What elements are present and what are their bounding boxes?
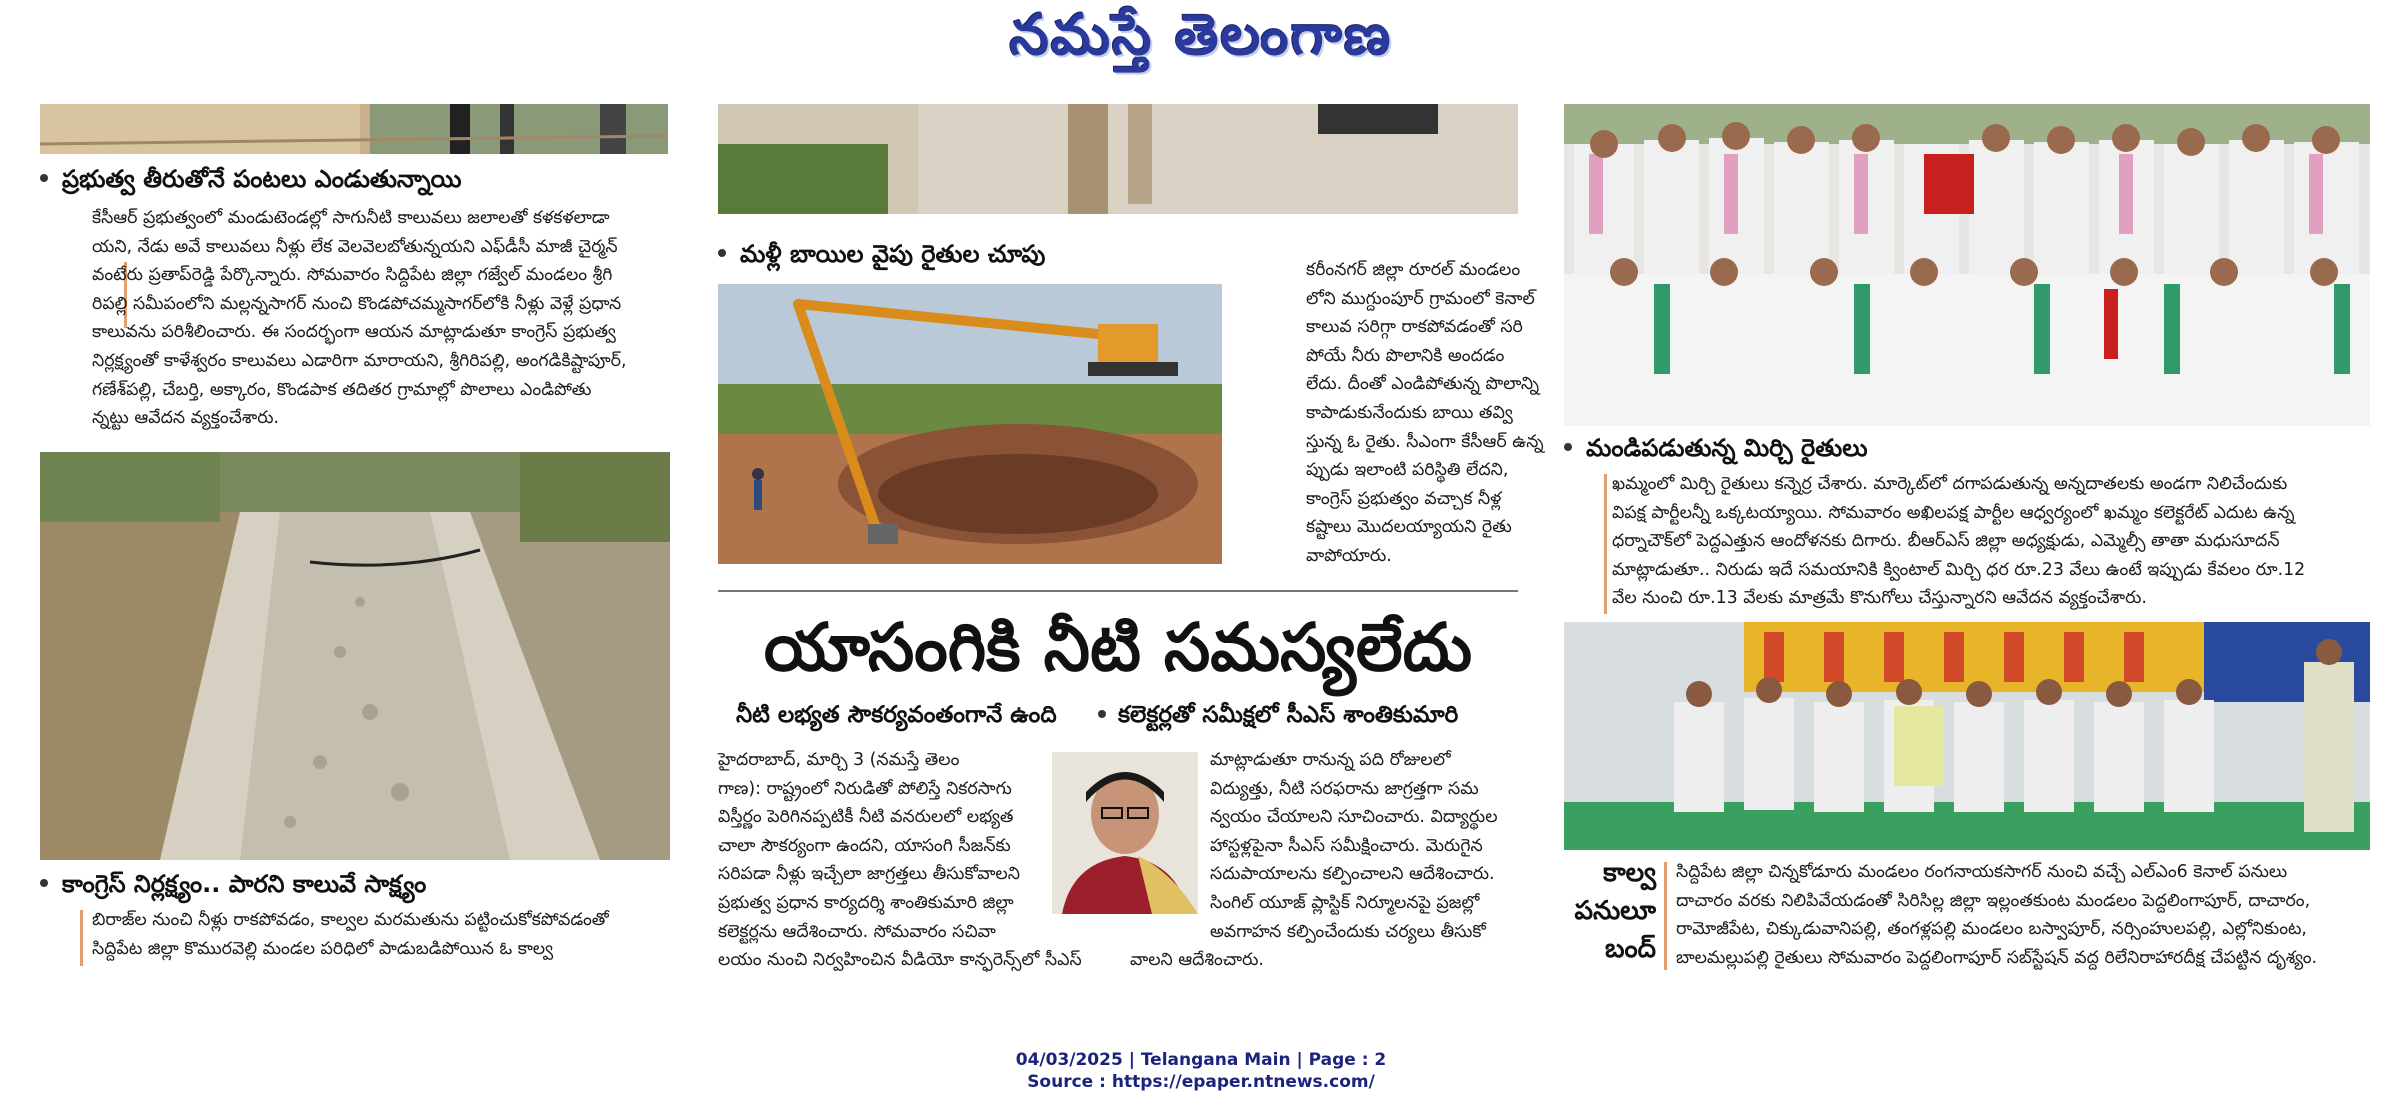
main-body-col1: హైదరాబాద్, మార్చి 3 (నమస్తే తెలం గాణ): రాష్ట్రంలో నిరుడితో పోలిస్తే నికరసాగు విస్తీర్ణం పెరిగినప్పటికీ నీటి వనరులలో లభ్యత చాలా సౌకర్యంగా ఉందని, యాసంగి సీజన్‌కు సరిపడా నీళ్లు ఇచ్చేలా జాగ్రత్తలు తీసుకోవాలని ప్రభుత్వ ప్రధాన కార్యదర్శి శాంతికుమారి జిల్లా కలెక్టర్లను ఆదేశించారు. సోమవారం సచివా లయం నుంచి నిర్వహించిన వీడియో కాన్ఫరెన్స్‌లో సీఎస్ [718, 750, 1082, 971]
main-subhead-right: కలెక్టర్లతో సమీక్షలో సీఎస్ శాంతికుమారి [1098, 702, 1458, 734]
photo-excavator-well [718, 284, 1222, 564]
masthead-logo: నమస్తే తెలంగాణ [1009, 2, 1393, 68]
bullet-icon [40, 879, 48, 887]
right-story1-headline: మండిపడుతున్న మిర్చి రైతులు [1564, 434, 1868, 468]
left-story1-headline: ప్రభుత్వ తీరుతోనే పంటలు ఎండుతున్నాయి [40, 165, 462, 199]
bullet-icon [718, 249, 726, 257]
photo-dry-canal [40, 452, 670, 860]
center-story1-headline: మళ్లీ బాయిల వైపు రైతుల చూపు [718, 240, 1045, 274]
right-story2-label: కాల్వ పనులూ బంద్ [1574, 858, 1656, 964]
photo-cs-shantikumari [1052, 752, 1198, 914]
main-subhead-left: నీటి లభ్యత సౌకర్యవంతంగానే ఉంది [736, 702, 1057, 728]
bullet-icon [1098, 710, 1106, 718]
main-body-col2: మాట్లాడుతూ రానున్న పది రోజులలో విద్యుత్తు, నీటి సరఫరాను జాగ్రత్తగా సమ న్వయం చేయాలని సూచించారు. విద్యార్థుల హాస్టళ్లపైనా సీఎస్ సమీక్షించారు. మెరుగైన సదుపాయాలను కల్పించాలని ఆదేశించారు. సింగిల్ యూజ్ ప్లాస్టిక్ నిర్మూలనపై ప్రజల్లో అవగాహన కల్పించేందుకు చర్యలు తీసుకో వాలని ఆదేశించారు. [1130, 750, 1498, 971]
section-divider [718, 590, 1518, 592]
left-story2-headline: కాంగ్రెస్ నిర్లక్ష్యం.. పారని కాలువే సాక్ష్యం [40, 870, 426, 904]
bullet-icon [40, 174, 48, 182]
accent-bar [80, 910, 83, 966]
bullet-icon [1564, 443, 1572, 451]
main-headline: యాసంగికి నీటి సమస్యలేదు [763, 608, 1473, 686]
footer-source-link[interactable]: Source : https://epaper.ntnews.com/ [1027, 1072, 1375, 1092]
accent-bar [1604, 474, 1607, 614]
photo-chilli-farmers-protest [1564, 104, 2370, 426]
left-story2-body: బిరాజ్‌ల నుంచి నీళ్లు రాకపోవడం, కాల్వల మరమతును పట్టించుకోకపోవడంతో సిద్దిపేట జిల్లా కొమురవెల్లి మండల పరిధిలో పాడుబడిపోయిన ఓ కాల్వ [92, 910, 609, 959]
left-story1-body: కేసీఆర్ ప్రభుత్వంలో మండుటెండల్లో సాగునీటి కాలువలు జలాలతో కళకళలాడా యని, నేడు అవే కాలువలు నీళ్లు లేక వెలవెలబోతున్నయని ఎఫ్‌డీసీ మాజీ చైర్మన్ వంటేరు ప్రతాప్‌రెడ్డి పేర్కొన్నారు. సోమవారం సిద్దిపేట జిల్లా గజ్వేల్ మండలం శ్రీగి రిపల్లి సమీపంలోని మల్లన్నసాగర్ నుంచి కొండపోచమ్మసాగర్‌లోకి నీళ్లు వెళ్లే ప్రధాన కాలువను పరిశీలించారు. ఈ సందర్భంగా ఆయన మాట్లాడుతూ కాంగ్రెస్ ప్రభుత్వ నిర్లక్ష్యంతో కాళేశ్వరం కాలువలు ఎడారిగా మారాయని, శ్రీగిరిపల్లి, అంగడికిష్టాపూర్, గణేశ్‌పల్లి, చేబర్తి, అక్కారం, కొండపాక తదితర గ్రామాల్లో పొలాలు ఎండిపోతు న్నట్టు ఆవేదన వ్యక్తంచేశారు. [92, 208, 627, 429]
right-story2-body: సిద్దిపేట జిల్లా చిన్నకోడూరు మండలం రంగనాయకసాగర్ నుంచి వచ్చే ఎల్‌ఎం6 కెనాల్ పనులు దాచారం వరకు నిలిపివేయడంతో సిరిసిల్ల జిల్లా ఇల్లంతకుంట మండలం పెద్దలింగాపూర్, దాచారం, రామోజీపేట, చిక్కుడువానిపల్లి, తంగళ్లపల్లి మండలం బస్వాపూర్, నర్సింహులపల్లి, ఎల్లోనికుంట, బాలమల్లుపల్లి రైతులు సోమవారం పెద్దలింగాపూర్ సబ్‌స్టేషన్ వద్ద రిలేనిరాహారదీక్ష చేపట్టిన దృశ్యం. [1676, 862, 2318, 968]
accent-bar [1664, 862, 1667, 970]
center-story1-body: కరీంనగర్ జిల్లా రూరల్ మండలం లోని ముగ్దుంపూర్ గ్రామంలో కెనాల్ కాలువ సరిగ్గా రాకపోవడంతో సరి పోయే నీరు పొలానికి అందడం లేదు. దీంతో ఎండిపోతున్న పొలాన్ని కాపాడుకునేందుకు బాయి తవ్వి స్తున్న ఓ రైతు. సీఎంగా కేసీఆర్ ఉన్న ప్పుడు ఇలాంటి పరిస్థితి లేదని, కాంగ్రెస్ ప్రభుత్వం వచ్చాక నీళ్ల కష్టాలు మొదలయ్యాయని రైతు వాపోయారు. [1306, 260, 1544, 566]
photo-well-digging-top [718, 104, 1518, 214]
photo-canal-top-left [40, 104, 668, 154]
footer-edition-info: 04/03/2025 | Telangana Main | Page : 2 [1015, 1050, 1387, 1070]
photo-relay-hunger-strike [1564, 622, 2370, 850]
right-story1-body: ఖమ్మంలో మిర్చి రైతులు కన్నెర్ర చేశారు. మార్కెట్‌లో దగాపడుతున్న అన్నదాతలకు అండగా నిలిచేందుకు విపక్ష పార్టీలన్నీ ఒక్కటయ్యాయి. సోమవారం అఖిలపక్ష పార్టీల ఆధ్వర్యంలో ఖమ్మం కలెక్టరేట్ ఎదుట ఉన్న ధర్నాచౌక్‌లో పెద్దఎత్తున ఆందోళనకు దిగారు. బీఆర్‌ఎస్ జిల్లా అధ్యక్షుడు, ఎమ్మెల్సీ తాతా మధుసూదన్ మాట్లాడుతూ.. నిరుడు ఇదే సమయానికి క్వింటాల్ మిర్చి ధర రూ.23 వేలు ఉంటే ఇప్పుడు కేవలం రూ.12 వేల నుంచి రూ.13 వేలకు మాత్రమే కొనుగోలు చేస్తున్నారని ఆవేదన వ్యక్తంచేశారు. [1612, 474, 2306, 609]
